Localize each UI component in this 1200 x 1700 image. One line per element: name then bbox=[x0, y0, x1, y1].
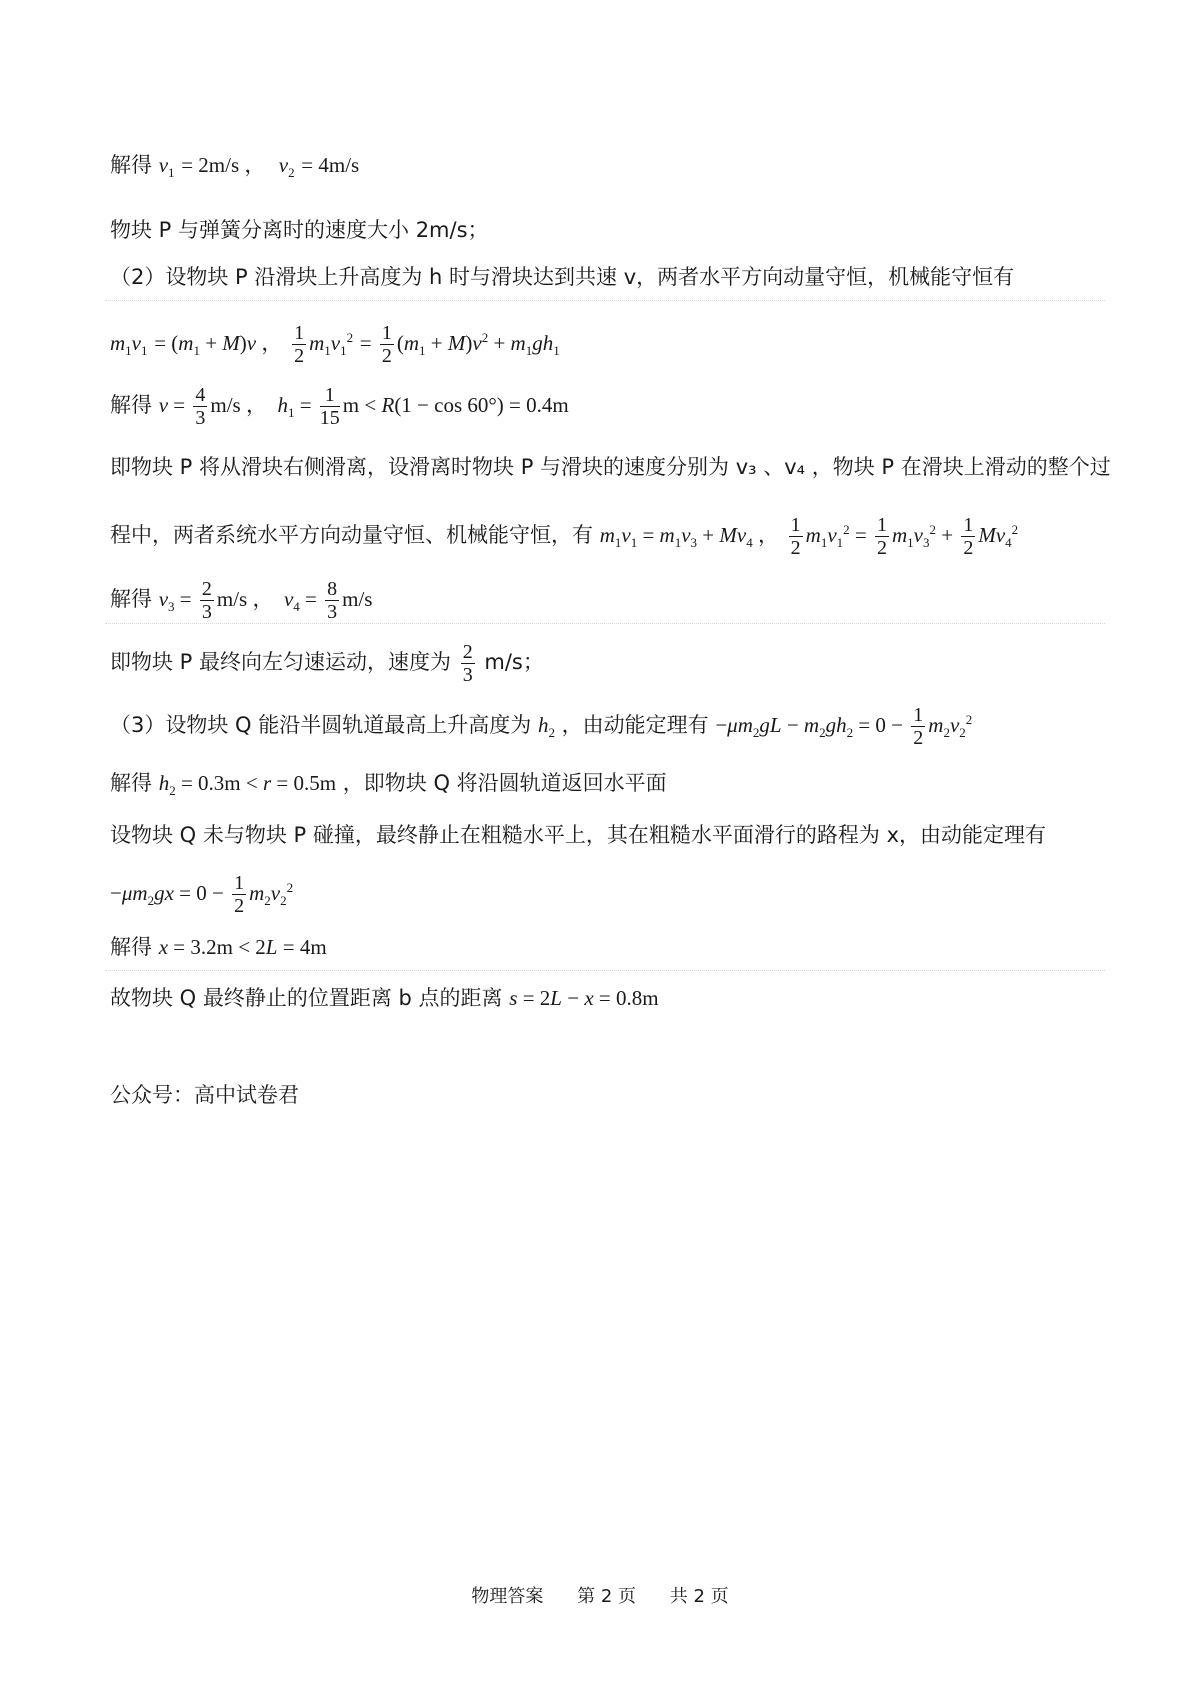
footer-subject: 物理答案 bbox=[471, 1586, 544, 1607]
dotted-separator bbox=[105, 970, 1105, 971]
final-answer-line: 故物块 Q 最终静止的位置距离 b 点的距离 s = 2L − x = 0.8m bbox=[110, 986, 659, 1010]
footer-total-pages: 共 2 页 bbox=[669, 1586, 729, 1607]
solution-line-7: 程中，两者系统水平方向动量守恒、机械能守恒，有 $m_1v_1 = m_1v_3 + Mv_4$ ， $\frac{1}{2}$ $m_1v_1^2$ = $\frac{1}{2}$ $m_1v_3^2$ + $\frac{1}{2}$ $Mv_4^2$ bbox=[110, 514, 1019, 559]
wechat-account-note: 公众号：高中试卷君 bbox=[110, 1083, 299, 1107]
solution-line-5: 解得 v = $\frac{4}{3}$ m/s ， $h_1$ = $\frac{1}{15}$ m < R(1 − cos 60°) = 0.4m bbox=[110, 384, 569, 429]
solution-line-2: 物块 P 与弹簧分离时的速度大小 2m/s； bbox=[110, 218, 489, 242]
dotted-separator bbox=[105, 300, 1105, 301]
solution-line-9: 即物块 P 最终向左匀速运动，速度为 $\frac{2}{3}$ m/s； bbox=[110, 641, 544, 686]
page-footer bbox=[0, 1582, 1200, 1608]
formula-momentum-energy-1: $m_1v_1 = (m_1 + M)v$ ， $\frac{1}{2}$ $m_1v_1^2$ = $\frac{1}{2}$ $(m_1 + M)v^2 + m_1gh_1$ bbox=[110, 322, 560, 367]
solution-line-8: 解得 $v_3$ = $\frac{2}{3}$ m/s ， $v_4$ = $\frac{8}{3}$ m/s bbox=[110, 578, 373, 623]
part3-intro: （3）设物块 Q 能沿半圆轨道最高上升高度为 $h_2$ ，由动能定理有 $-\mu m_2gL - m_2gh_2 = 0$ − $\frac{1}{2}$ $m_2v_2^2$ bbox=[110, 704, 973, 749]
footer-page-number: 第 2 页 bbox=[577, 1586, 636, 1607]
part2-intro: （2）设物块 P 沿滑块上升高度为 h 时与滑块达到共速 v，两者水平方向动量守恒，机械能守恒有 bbox=[110, 265, 1015, 289]
solution-line-14: 解得 x = 3.2m < 2L = 4m bbox=[110, 935, 327, 959]
solution-line-1: 解得 $v_1 = 2m/s$ ， $v_2 = 4m/s$ bbox=[110, 153, 360, 181]
solution-line-6: 即物块 P 将从滑块右侧滑离，设滑离时物块 P 与滑块的速度分别为 v₃ 、v₄ ，物块 P 在滑块上滑动的整个过 bbox=[110, 455, 1111, 479]
solution-line-11: 解得 $h_2 = 0.3m < r = 0.5m$ ，即物块 Q 将沿圆轨道返回水平面 bbox=[110, 771, 667, 799]
solution-line-12: 设物块 Q 未与物块 P 碰撞，最终静止在粗糙水平上，其在粗糙水平面滑行的路程为 x，由动能定理有 bbox=[110, 823, 1046, 847]
formula-work-energy-2: $-\mu m_2gx = 0$ − $\frac{1}{2}$ $m_2v_2^2$ bbox=[110, 872, 294, 917]
dotted-separator bbox=[105, 623, 1105, 624]
